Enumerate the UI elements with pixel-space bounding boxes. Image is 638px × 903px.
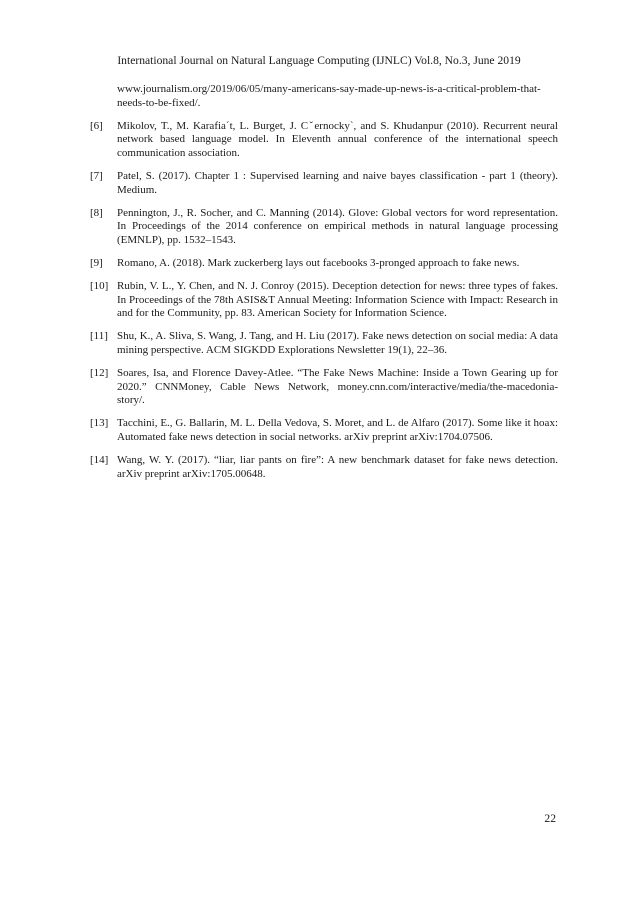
reference-number: [12] [90,367,109,379]
reference-text: www.journalism.org/2019/06/05/many-americans-say-made-up-news-is-a-critical-problem-that-needs-to-be-fixed/. [117,83,541,109]
reference-number: [11] [90,330,108,343]
journal-header: International Journal on Natural Language Computing (IJNLC) Vol.8, No.3, June 2019 [117,54,521,67]
page-number: 22 [544,812,556,825]
reference-item [90,367,558,408]
reference-item [90,120,558,161]
reference-number: [14] [90,453,109,466]
reference-item [90,170,558,197]
reference-text: Patel, S. (2017). Chapter 1 : Supervised learning and naive bayes classification - part 1 (theory). Medium. [117,169,558,196]
reference-text: Soares, Isa, and Florence Davey-Atlee. “The Fake News Machine: Inside a Town Gearing up for 2020.” CNNMoney, Cable News Network, money.cnn.com/interactive/media/the-macedonia- story/. [117,367,558,407]
reference-text: Wang, W. Y. (2017). “liar, liar pants on fire”: A new benchmark dataset for fake news detection. arXiv preprint arXiv:1705.00648. [117,453,558,480]
reference-text: Pennington, J., R. Socher, and C. Manning (2014). Glove: Global vectors for word representation. In Proceedings of the 2014 conference on empirical methods in natural language processing (EMNLP), pp. 1532–1543. [117,206,558,246]
reference-number: [10] [90,280,109,293]
reference-text: Mikolov, T., M. Karafia´t, L. Burget, J. Cˇernocky`, and S. Khudanpur (2010). Recurrent neural network based language model. In Eleventh annual conference of the international speech communication association. [117,119,558,159]
reference-number: [6] [90,119,103,132]
reference-item [90,417,558,444]
reference-number: [9] [90,256,103,269]
reference-number: [7] [90,169,103,182]
reference-item [90,83,558,110]
reference-item [90,280,558,321]
reference-text: Tacchini, E., G. Ballarin, M. L. Della Vedova, S. Moret, and L. de Alfaro (2017). Some like it hoax: Automated fake news detection in social networks. arXiv preprint arXiv:1704.07506. [117,417,558,443]
reference-text: Shu, K., A. Sliva, S. Wang, J. Tang, and H. Liu (2017). Fake news detection on social media: A data mining perspective. ACM SIGKDD Explorations Newsletter 19(1), 22–36. [117,330,558,356]
reference-item [90,257,558,271]
reference-text: Romano, A. (2018). Mark zuckerberg lays out facebooks 3-pronged approach to fake news. [117,256,520,269]
reference-number: [13] [90,417,109,430]
reference-item [90,207,558,248]
reference-item [90,330,558,357]
reference-item [90,454,558,481]
reference-list [90,83,558,491]
reference-text: Rubin, V. L., Y. Chen, and N. J. Conroy (2015). Deception detection for news: three types of fakes. In Proceedings of the 78th ASIS&T Annual Meeting: Information Science with Impact: Research in and for the Community, pp. 83. American Society for Information Science. [117,280,558,320]
reference-number: [8] [90,206,103,219]
